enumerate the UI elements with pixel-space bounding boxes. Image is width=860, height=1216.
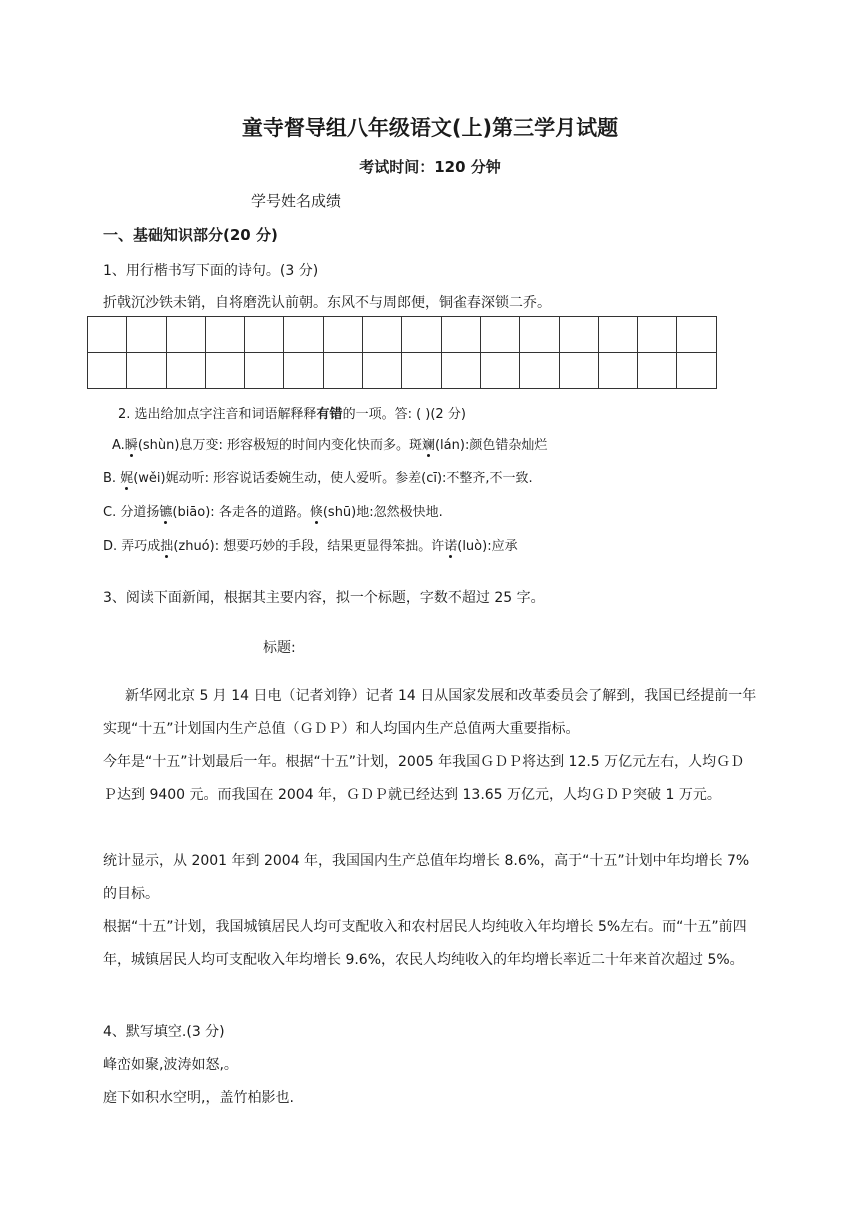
news-paragraph: 新华网北京 5 月 14 日电（记者刘铮）记者 14 日从国家发展和改革委员会了解到，我国已经提前一年实现“十五”计划国内生产总值（ＧＤＰ）和人均国内生产总值两大重要指标。: [103, 688, 757, 737]
grid-cell: [284, 353, 323, 389]
option-text: (luò):应承: [457, 539, 518, 554]
option-text: 弄巧成: [117, 539, 161, 554]
grid-cell: [205, 317, 244, 353]
grid-cell: [245, 317, 284, 353]
grid-cell: [480, 317, 519, 353]
grid-cell: [88, 353, 127, 389]
grid-cell: [127, 317, 166, 353]
option-letter: B.: [103, 471, 117, 486]
grid-cell: [88, 317, 127, 353]
dotted-char: 娓: [120, 471, 134, 486]
grid-cell: [559, 353, 598, 389]
option-a: [112, 434, 547, 453]
option-d: [103, 535, 518, 554]
exam-time: 考试时间：120 分钟: [359, 158, 501, 176]
option-text: (lán):颜色错杂灿烂: [434, 438, 548, 453]
grid-cell: [205, 353, 244, 389]
option-text: 分道扬: [116, 505, 160, 520]
dotted-char: 瞬: [124, 438, 138, 453]
grid-cell: [441, 317, 480, 353]
recitation-line: 庭下如积水空明,，盖竹柏影也.: [103, 1090, 294, 1106]
writing-grid: [87, 316, 717, 389]
question-1-poem: 折戟沉沙铁未销，自将磨洗认前朝。东风不与周郎便，铜雀春深锁二乔。: [103, 295, 551, 311]
grid-cell: [127, 353, 166, 389]
grid-cell: [638, 317, 677, 353]
option-text: (shùn)息万变: 形容极短的时间内变化快而多。斑: [137, 438, 422, 453]
dotted-char: 镳: [159, 505, 173, 520]
student-info-line: 学号姓名成绩: [251, 192, 342, 210]
question-1-prompt: 1、用行楷书写下面的诗句。(3 分): [103, 263, 319, 279]
option-letter: A.: [112, 438, 125, 453]
dotted-char: 倏: [309, 505, 323, 520]
news-paragraph: 统计显示，从 2001 年到 2004 年，我国国内生产总值年均增长 8.6%，高于“十五”计划中年均增长 7%的目标。: [103, 853, 750, 902]
grid-cell: [598, 353, 637, 389]
question-4-prompt: 4、默写填空.(3 分): [103, 1024, 225, 1040]
grid-cell: [245, 353, 284, 389]
question-3-prompt: 3、阅读下面新闻，根据其主要内容，拟一个标题，字数不超过 25 字。: [103, 590, 545, 606]
grid-cell: [677, 317, 716, 353]
grid-cell: [441, 353, 480, 389]
grid-cell: [520, 317, 559, 353]
grid-cell: [402, 353, 441, 389]
option-text: (shū)地:忽然极快地.: [322, 505, 443, 520]
option-text: (biāo): 各走各的道路。: [172, 505, 310, 520]
grid-row: [88, 353, 717, 389]
question-2-prompt: [118, 403, 466, 422]
option-text: (wěi)娓动听: 形容说话委婉生动，使人爱听。参差(cī):不整齐,不一致.: [133, 471, 533, 486]
page-title: 童寺督导组八年级语文(上)第三学月试题: [241, 116, 619, 140]
news-paragraph: 根据“十五”计划，我国城镇居民人均可支配收入和农村居民人均纯收入年均增长 5%左右。而“十五”前四年，城镇居民人均可支配收入年均增长 9.6%，农民人均纯收入的年均增长率近二十年来首次超过 5%。: [103, 919, 747, 968]
grid-cell: [402, 317, 441, 353]
recitation-line: 峰峦如聚,波涛如怒,。: [103, 1057, 238, 1073]
question-2-prompt-text: 2. 选出给加点字注音和词语解释释: [118, 407, 317, 422]
option-text: (zhuó): 想要巧妙的手段，结果更显得笨拙。许: [173, 539, 445, 554]
grid-cell: [638, 353, 677, 389]
option-b: [103, 467, 533, 486]
question-2-emphasis: 有错: [316, 407, 343, 422]
grid-cell: [480, 353, 519, 389]
grid-cell: [284, 317, 323, 353]
question-2-answer-blank: 的一项。答: ( )(2 分): [342, 407, 466, 422]
grid-cell: [166, 353, 205, 389]
dotted-char: 拙: [160, 539, 174, 554]
option-letter: D.: [103, 539, 118, 554]
grid-cell: [166, 317, 205, 353]
news-paragraph: 今年是“十五”计划最后一年。根据“十五”计划，2005 年我国ＧＤＰ将达到 12.5 万亿元左右，人均ＧＤＰ达到 9400 元。而我国在 2004 年，ＧＤＰ就已经达到 13.65 万亿元，人均ＧＤＰ突破 1 万元。: [103, 754, 745, 803]
grid-cell: [323, 317, 362, 353]
section-heading: 一、基础知识部分(20 分): [103, 226, 278, 244]
grid-cell: [520, 353, 559, 389]
dotted-char: 诺: [444, 539, 458, 554]
grid-cell: [559, 317, 598, 353]
headline-label: 标题:: [263, 640, 296, 656]
option-c: [103, 501, 443, 520]
dotted-char: 斓: [421, 438, 435, 453]
grid-cell: [363, 317, 402, 353]
grid-cell: [363, 353, 402, 389]
grid-cell: [677, 353, 716, 389]
grid-row: [88, 317, 717, 353]
option-letter: C.: [103, 505, 117, 520]
grid-cell: [323, 353, 362, 389]
grid-cell: [598, 317, 637, 353]
